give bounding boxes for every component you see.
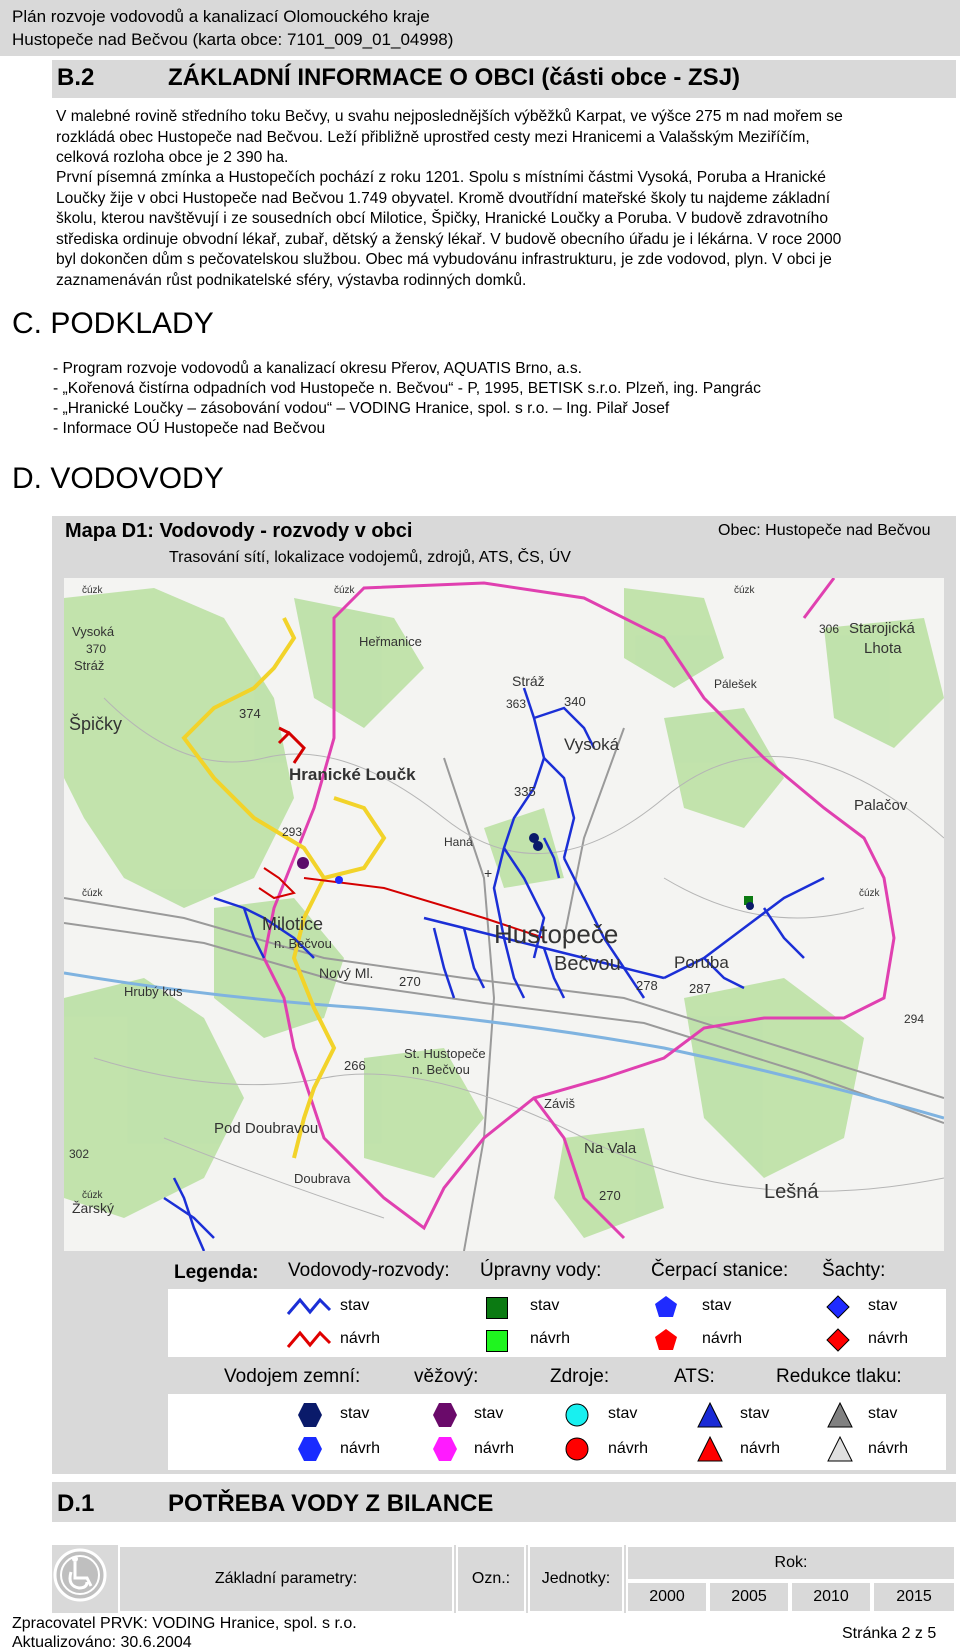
- legend-stav: stav: [474, 1405, 504, 1422]
- para2-line: školu, kterou navštěvují i ze sousedních obcí Milotice, Špičky, Hranické Loučky a Poruba. V budově zdravotního: [56, 210, 829, 227]
- para1-line: V malebné rovině středního toku Bečvy, u svahu nejposlednějších výběžků Karpat, ve výšce 275 m nad mořem se: [56, 108, 843, 125]
- source-item: - Program rozvoje vodovodů a kanalizací okresu Přerov, AQUATIS Brno, a.s.: [53, 360, 582, 377]
- legend-header-rozvody: Vodovody-rozvody:: [288, 1260, 450, 1281]
- col-zakladni-parametry: Základní parametry:: [118, 1545, 454, 1613]
- section-b-paragraph-1: [56, 107, 936, 169]
- legend-header-sachty: Šachty:: [822, 1260, 886, 1281]
- footer-stranka: Stránka 2 z 5: [842, 1625, 937, 1642]
- map-label-370: 370: [86, 642, 107, 656]
- map-label-340: 340: [564, 694, 586, 709]
- map-label-cuzk: čúzk: [859, 888, 880, 899]
- legend-header-vodojem-zemni: Vodojem zemní:: [224, 1366, 361, 1387]
- source-item: - Informace OÚ Hustopeče nad Bečvou: [53, 420, 326, 437]
- map-obec: Obec: Hustopeče nad Bečvou: [718, 522, 931, 539]
- para2-line: První písemná zmínka a Hustopečích pochází z roku 1201. Spolu s místními částmi Vysoká, Poruba a Hranické: [56, 169, 826, 186]
- line-navrh-icon: [286, 1329, 332, 1351]
- legend-stav: stav: [702, 1297, 732, 1314]
- legend-navrh: návrh: [530, 1330, 571, 1347]
- legend-navrh: návrh: [868, 1330, 909, 1347]
- redukce-navrh-icon: [827, 1436, 853, 1462]
- map-label-hana: Haná: [444, 835, 473, 849]
- legend-header-vezovy: věžový:: [414, 1366, 479, 1387]
- para1-line: celková rozloha obce je 2 390 ha.: [56, 149, 289, 166]
- map-label-cuzk: čúzk: [334, 585, 355, 596]
- map-label-294: 294: [904, 1012, 925, 1026]
- map-label-zavis: Záviš: [544, 1096, 576, 1111]
- source-item: - „Kořenová čistírna odpadních vod Hustopeče n. Bečvou“ - P, 1995, BETISK s.r.o. Plzeň, ing. Pangrác: [53, 380, 761, 397]
- legend-stav: stav: [608, 1405, 638, 1422]
- map-label-293: 293: [282, 825, 303, 839]
- col-rok: Rok:: [626, 1545, 956, 1581]
- map-label-zarsky: Žarský: [72, 1200, 114, 1216]
- map-label-270b: 270: [599, 1188, 621, 1203]
- legend-navrh: návrh: [702, 1330, 743, 1347]
- map-label-milotice: Milotice: [262, 914, 324, 934]
- map-label-266: 266: [344, 1058, 366, 1073]
- col-year: 2015: [872, 1581, 956, 1613]
- map-label-cuzk: čúzk: [82, 1190, 103, 1201]
- map-label-335: 335: [514, 784, 536, 799]
- map-label-278: 278: [636, 978, 658, 993]
- legend-navrh: návrh: [474, 1440, 515, 1457]
- map-label-cuzk: čúzk: [82, 585, 103, 596]
- col-ozn: Ozn.:: [456, 1545, 526, 1613]
- map-label-hermanice: Heřmanice: [359, 634, 422, 649]
- map-label-st-hustopece: St. Hustopeče: [404, 1046, 486, 1061]
- legend-navrh: návrh: [608, 1440, 649, 1457]
- zdroj-navrh-icon: [564, 1436, 590, 1462]
- footer-zpracovatel: Zpracovatel PRVK: VODING Hranice, spol. s r.o.: [12, 1615, 357, 1632]
- legend-navrh: návrh: [340, 1330, 381, 1347]
- map-label-cuzk: čúzk: [734, 585, 755, 596]
- uv-navrh-icon: [486, 1330, 508, 1352]
- sachta-stav-icon: [826, 1295, 850, 1319]
- legend-stav: stav: [868, 1297, 898, 1314]
- sachta-navrh-icon: [826, 1328, 850, 1352]
- map-label-vysoka-hill: Vysoká: [72, 624, 115, 639]
- map-label-pod-doubravou: Pod Doubravou: [214, 1120, 319, 1137]
- map-label-cuzk: čúzk: [82, 888, 103, 899]
- map-label-302: 302: [69, 1147, 90, 1161]
- map-label-plus: +: [484, 865, 493, 881]
- uv-stav-icon: [486, 1297, 508, 1319]
- map-label-straz: Stráž: [512, 673, 545, 689]
- footer-aktualizovano: Aktualizováno: 30.6.2004: [12, 1634, 192, 1651]
- map-label-starojicka: Starojická: [849, 620, 915, 637]
- map-label-hruby-kus: Hrubý kus: [124, 984, 183, 999]
- map-label-palacov: Palačov: [854, 797, 908, 814]
- map-label-novy-ml: Nový Ml.: [319, 965, 374, 981]
- map-label-hustopece: Hustopeče: [494, 919, 619, 949]
- col-jednotky: Jednotky:: [528, 1545, 624, 1613]
- legend-header-zdroje: Zdroje:: [550, 1366, 610, 1387]
- map-label-doubrava: Doubrava: [294, 1171, 351, 1186]
- legend-navrh: návrh: [740, 1440, 781, 1457]
- vv-navrh-icon: [432, 1436, 458, 1462]
- header-line-1: Plán rozvoje vodovodů a kanalizací Olomouckého kraje: [12, 7, 430, 26]
- map-label-n-becvou-2: n. Bečvou: [412, 1062, 470, 1077]
- section-b-title: ZÁKLADNÍ INFORMACE O OBCI (části obce - ZSJ): [168, 64, 741, 91]
- para1-line: rozkládá obec Hustopeče nad Bečvou. Leží přibližně uprostřed cesty mezi Hranicemi a Valašským Meziříčím,: [56, 128, 810, 146]
- legend-stav: stav: [868, 1405, 898, 1422]
- legend-stav: stav: [340, 1297, 370, 1314]
- map-label-poruba: Poruba: [674, 953, 729, 972]
- map-label-287: 287: [689, 981, 711, 996]
- vz-stav-icon: [297, 1402, 323, 1428]
- map-label-palesek: Pálešek: [714, 677, 757, 691]
- section-d1-title: POTŘEBA VODY Z BILANCE: [168, 1490, 494, 1517]
- map-label-na-vala: Na Vala: [584, 1140, 637, 1157]
- map-label-n-becvou: n. Bečvou: [274, 936, 332, 951]
- col-year: 2010: [790, 1581, 872, 1613]
- legend-header-upravny: Úpravny vody:: [480, 1260, 602, 1281]
- map-label-363: 363: [506, 697, 527, 711]
- ats-stav-icon: [697, 1402, 723, 1428]
- redukce-stav-icon: [827, 1402, 853, 1428]
- legend-stav: stav: [740, 1405, 770, 1422]
- water-network-map: [64, 578, 944, 1251]
- para2-line: Loučky žije v obci Hustopeče nad Bečvou 1.749 obyvatel. Kromě dvoutřídní mateřské školy tu najdeme základní: [56, 189, 831, 207]
- cs-stav-icon: [654, 1295, 678, 1319]
- page-header: [0, 0, 960, 56]
- legend-header-cerpaci: Čerpací stanice:: [651, 1260, 789, 1281]
- vv-stav-icon: [432, 1402, 458, 1428]
- section-d1-number: D.1: [57, 1490, 95, 1517]
- section-c-list: [53, 359, 761, 439]
- section-d-title: D. VODOVODY: [12, 462, 224, 495]
- legend-header-redukce: Redukce tlaku:: [776, 1366, 902, 1387]
- section-b-paragraph-2: [56, 168, 936, 291]
- map-label-374: 374: [239, 706, 261, 721]
- zdroj-stav-icon: [564, 1402, 590, 1428]
- map-label-hranicke-loucky: Hranické Loučk: [289, 765, 416, 784]
- map-title: Mapa D1: Vodovody - rozvody v obci: [65, 520, 413, 542]
- cs-navrh-icon: [654, 1328, 678, 1352]
- legend-stav: stav: [340, 1405, 370, 1422]
- map-label-306: 306: [819, 622, 840, 636]
- legend-header-ats: ATS:: [674, 1366, 715, 1387]
- vz-navrh-icon: [297, 1436, 323, 1462]
- map-label-270: 270: [399, 974, 421, 989]
- col-year: 2005: [708, 1581, 790, 1613]
- para2-line: zaznamenáván růst podnikatelské sféry, výstavba rodinných domků.: [56, 271, 527, 289]
- map-label-straz-left: Stráž: [74, 658, 105, 673]
- legend-navrh: návrh: [340, 1440, 381, 1457]
- map-subtitle: Trasování sítí, lokalizace vodojemů, zdrojů, ATS, ČS, ÚV: [169, 549, 571, 566]
- line-stav-icon: [286, 1296, 332, 1318]
- legend-navrh: návrh: [868, 1440, 909, 1457]
- header-line-2: Hustopeče nad Bečvou (karta obce: 7101_009_01_04998): [12, 30, 454, 49]
- map-label-vysoka: Vysoká: [564, 735, 620, 754]
- map-label-spicky: Špičky: [69, 714, 123, 734]
- section-b-number: B.2: [57, 64, 95, 91]
- map-label-lesna: Lešná: [764, 1181, 819, 1203]
- para2-line: byl dokončen dům s pečovatelskou službou. Obec má vybudovánu infrastrukturu, je zde vodovod, plyn. V obci je: [56, 251, 832, 268]
- para2-line: střediska ordinuje obvodní lékař, zubař, dětský a ženský lékař. V budově obecního úřadu je i lékárna. V roce 2000: [56, 230, 842, 248]
- source-item: - „Hranické Loučky – zásobování vodou“ – VODING Hranice, spol. s r.o. – Ing. Pilař Josef: [53, 400, 670, 417]
- ats-navrh-icon: [697, 1436, 723, 1462]
- legend-stav: stav: [530, 1297, 560, 1314]
- map-label-becvou: Bečvou: [554, 953, 621, 975]
- section-c-title: C. PODKLADY: [12, 307, 214, 340]
- map-label-lhota: Lhota: [864, 640, 902, 657]
- wheelchair-icon: [53, 1548, 107, 1602]
- legend-title: Legenda:: [174, 1262, 259, 1283]
- col-year: 2000: [626, 1581, 708, 1613]
